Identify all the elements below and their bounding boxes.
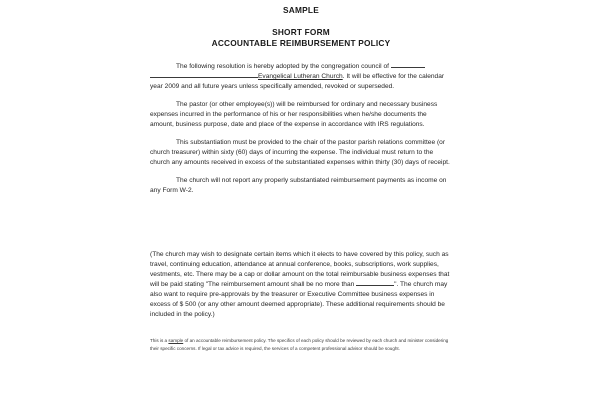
substantiation-text: This substantiation must be provided to the chair of the pastor parish relations committee (or church treasurer) within sixty (60) days of incurring the expense. The individual must return to the church any amounts received in excess of the substantiated expenses within thirty (30) days of receipt.	[150, 139, 450, 167]
church-name-blank-field[interactable]	[150, 77, 258, 78]
paragraph-optional-guidance	[150, 250, 452, 319]
paragraph-w2-reporting	[150, 176, 452, 196]
guidance-text-lead: (The church may wish to designate certain items which it elects to have covered by this policy, such as travel, continuing education, attendance at annual conference, books, subscriptions, work supplies, vestments, etc. There may be a cap or dollar amount on the total reimbursable business expenses that will be paid stating "The reimbursement amount shall be no more than	[150, 251, 450, 288]
disclaimer-lead: This is a	[150, 338, 169, 344]
document-subtitle	[150, 27, 452, 49]
paragraph-resolution-adoption	[150, 62, 452, 92]
disclaimer-emphasis-sample: sample	[168, 338, 184, 344]
guidance-text-tail: ". The church may also want to require pre-approvals by the treasurer or Executive Committee business expenses in excess of $ 500 (or any other amount deemed appropriate). These additional requirements should be included in the policy.)	[150, 280, 448, 318]
resolution-text-tail: . It will be effective for the calendar year 2009 and all future years unless specifically amended, revoked or superseded.	[150, 73, 445, 91]
vertical-spacer	[150, 204, 452, 250]
page-title: SAMPLE	[282, 5, 320, 15]
document-content	[150, 6, 452, 352]
subtitle-line-policy-name: ACCOUNTABLE REIMBURSEMENT POLICY	[211, 38, 391, 49]
pastor-reimbursement-text: The pastor (or other employee(s)) will be reimbursed for ordinary and necessary business expenses incurred in the performance of his or her responsibilities when he/she documents the amount, business purpose, date and place of the expense in accordance with IRS regulations.	[150, 101, 438, 129]
subtitle-line-short-form: SHORT FORM	[272, 27, 330, 38]
council-name-blank-field[interactable]	[391, 67, 425, 68]
paragraph-substantiation	[150, 138, 452, 168]
w2-reporting-text: The church will not report any properly substantiated reimbursement payments as income on any Form W-2.	[150, 177, 447, 195]
resolution-text-lead: The following resolution is hereby adopted by the congregation council of	[176, 63, 391, 70]
disclaimer-tail: of an accountable reimbursement policy. The specifics of each policy should be reviewed by each church and minister considering their specific concerns. If legal or tax advice is required, the services of a competent professional advisor should be sought.	[150, 338, 449, 351]
reimbursement-cap-blank-field[interactable]	[356, 285, 394, 286]
disclaimer-note	[150, 337, 450, 351]
title-block	[150, 6, 452, 49]
body-copy	[150, 62, 452, 352]
paragraph-pastor-reimbursement	[150, 100, 452, 130]
church-name-text: Evangelical Lutheran Church	[258, 73, 343, 81]
